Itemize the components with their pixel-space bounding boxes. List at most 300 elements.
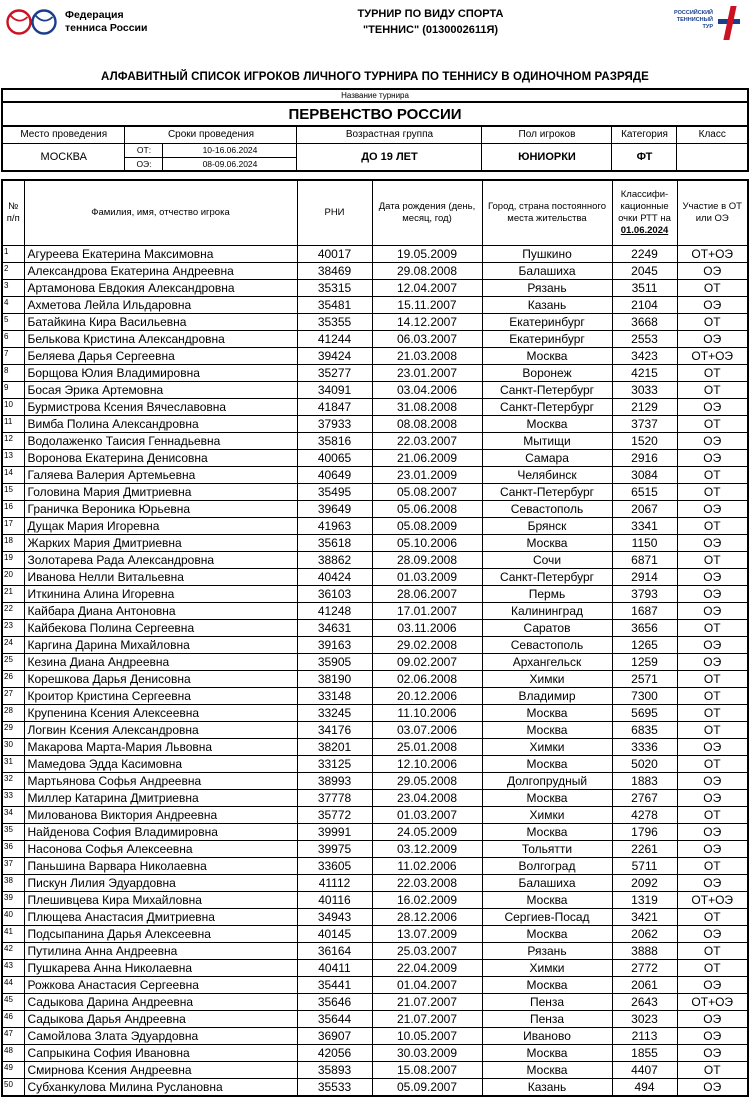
cell-num: 2 <box>2 263 24 280</box>
cell-city: Воронеж <box>482 365 612 382</box>
cell-participation: ОЭ <box>677 1045 748 1062</box>
cell-name: Белькова Кристина Александровна <box>24 331 297 348</box>
cell-participation: ОТ <box>677 552 748 569</box>
table-row <box>2 365 748 382</box>
cell-rni: 35893 <box>297 1062 372 1079</box>
cell-participation: ОТ <box>677 314 748 331</box>
cell-num: 9 <box>2 382 24 399</box>
cell-points: 1265 <box>612 637 677 654</box>
cell-city: Мытищи <box>482 433 612 450</box>
table-row <box>2 280 748 297</box>
cell-dob: 10.05.2007 <box>372 1028 482 1045</box>
cell-rni: 39975 <box>297 841 372 858</box>
cell-city: Севастополь <box>482 501 612 518</box>
table-row <box>2 467 748 484</box>
cell-num: 17 <box>2 518 24 535</box>
cell-name: Крупенина Ксения Алексеевна <box>24 705 297 722</box>
cell-num: 10 <box>2 399 24 416</box>
tournament-info-table <box>1 88 749 172</box>
cell-num: 28 <box>2 705 24 722</box>
cell-name: Борщова Юлия Владимировна <box>24 365 297 382</box>
cell-name: Артамонова Евдокия Александровна <box>24 280 297 297</box>
cell-num: 23 <box>2 620 24 637</box>
cell-rni: 42056 <box>297 1045 372 1062</box>
cell-city: Москва <box>482 1045 612 1062</box>
cell-name: Корешкова Дарья Денисовна <box>24 671 297 688</box>
cell-city: Пермь <box>482 586 612 603</box>
cell-rni: 35277 <box>297 365 372 382</box>
cell-rni: 39424 <box>297 348 372 365</box>
cell-rni: 35646 <box>297 994 372 1011</box>
cell-participation: ОЭ <box>677 433 748 450</box>
cell-name: Найденова София Владимировна <box>24 824 297 841</box>
header-gender: Пол игроков <box>482 126 612 143</box>
cell-dob: 19.05.2009 <box>372 246 482 263</box>
cell-name: Плющева Анастасия Дмитриевна <box>24 909 297 926</box>
cell-participation: ОТ <box>677 484 748 501</box>
cell-participation: ОТ+ОЭ <box>677 348 748 365</box>
federation-name-line2: тенниса России <box>65 22 147 35</box>
cell-num: 3 <box>2 280 24 297</box>
cell-points: 494 <box>612 1079 677 1097</box>
cell-dob: 24.05.2009 <box>372 824 482 841</box>
cell-points: 2916 <box>612 450 677 467</box>
cell-rni: 38190 <box>297 671 372 688</box>
cell-participation: ОТ <box>677 620 748 637</box>
cell-name: Воронова Екатерина Денисовна <box>24 450 297 467</box>
cell-name: Мамедова Эдда Касимовна <box>24 756 297 773</box>
cell-num: 46 <box>2 1011 24 1028</box>
cell-points: 3511 <box>612 280 677 297</box>
cell-rni: 36103 <box>297 586 372 603</box>
cell-rni: 40424 <box>297 569 372 586</box>
cell-points: 1319 <box>612 892 677 909</box>
table-row <box>2 314 748 331</box>
cell-name: Каргина Дарина Михайловна <box>24 637 297 654</box>
rtt-name-line3: ТУР <box>670 24 713 31</box>
cell-num: 20 <box>2 569 24 586</box>
table-row <box>2 620 748 637</box>
cell-city: Москва <box>482 790 612 807</box>
cell-points: 2767 <box>612 790 677 807</box>
cell-dob: 15.11.2007 <box>372 297 482 314</box>
table-row <box>2 263 748 280</box>
cell-participation: ОЭ <box>677 1011 748 1028</box>
col-header-city: Город, страна постоянного места жительства <box>482 180 612 246</box>
cell-num: 29 <box>2 722 24 739</box>
cell-dob: 03.07.2006 <box>372 722 482 739</box>
cell-city: Москва <box>482 348 612 365</box>
cell-dob: 17.01.2007 <box>372 603 482 620</box>
cell-dob: 01.03.2007 <box>372 807 482 824</box>
cell-city: Екатеринбург <box>482 331 612 348</box>
table-row <box>2 943 748 960</box>
cell-points: 7300 <box>612 688 677 705</box>
cell-name: Путилина Анна Андреевна <box>24 943 297 960</box>
cell-rni: 34176 <box>297 722 372 739</box>
cell-rni: 35618 <box>297 535 372 552</box>
cell-rni: 41847 <box>297 399 372 416</box>
cell-participation: ОТ <box>677 705 748 722</box>
cell-dob: 01.03.2009 <box>372 569 482 586</box>
table-row <box>2 569 748 586</box>
cell-num: 34 <box>2 807 24 824</box>
table-row <box>2 1028 748 1045</box>
cell-rni: 40649 <box>297 467 372 484</box>
cell-num: 36 <box>2 841 24 858</box>
cell-num: 44 <box>2 977 24 994</box>
cell-points: 2067 <box>612 501 677 518</box>
cell-rni: 35816 <box>297 433 372 450</box>
cell-num: 7 <box>2 348 24 365</box>
cell-num: 43 <box>2 960 24 977</box>
cell-num: 12 <box>2 433 24 450</box>
cell-participation: ОЭ <box>677 331 748 348</box>
cell-dob: 08.08.2008 <box>372 416 482 433</box>
cell-rni: 40065 <box>297 450 372 467</box>
cell-dob: 21.03.2008 <box>372 348 482 365</box>
cell-points: 2914 <box>612 569 677 586</box>
table-row <box>2 722 748 739</box>
cell-num: 11 <box>2 416 24 433</box>
table-row <box>2 807 748 824</box>
cell-participation: ОЭ <box>677 977 748 994</box>
cell-points: 1855 <box>612 1045 677 1062</box>
table-row <box>2 994 748 1011</box>
cell-participation: ОТ <box>677 722 748 739</box>
cell-name: Иткинина Алина Игоревна <box>24 586 297 603</box>
cell-points: 2045 <box>612 263 677 280</box>
cell-name: Мартьянова Софья Андреевна <box>24 773 297 790</box>
federation-logo-icon <box>6 4 60 40</box>
cell-city: Екатеринбург <box>482 314 612 331</box>
cell-name: Милованова Виктория Андреевна <box>24 807 297 824</box>
cell-city: Казань <box>482 1079 612 1097</box>
cell-rni: 40116 <box>297 892 372 909</box>
cell-num: 14 <box>2 467 24 484</box>
cell-city: Севастополь <box>482 637 612 654</box>
cell-num: 16 <box>2 501 24 518</box>
cell-participation: ОЭ <box>677 739 748 756</box>
cell-city: Владимир <box>482 688 612 705</box>
cell-name: Галяева Валерия Артемьевна <box>24 467 297 484</box>
page-title: АЛФАВИТНЫЙ СПИСОК ИГРОКОВ ЛИЧНОГО ТУРНИРА ПО ТЕННИСУ В ОДИНОЧНОМ РАЗРЯДЕ <box>0 71 750 83</box>
col-header-rni: РНИ <box>297 180 372 246</box>
table-row <box>2 858 748 875</box>
cell-name: Подсыпанина Дарья Алексеевна <box>24 926 297 943</box>
table-row <box>2 501 748 518</box>
cell-city: Москва <box>482 977 612 994</box>
cell-participation: ОТ <box>677 756 748 773</box>
cell-city: Казань <box>482 297 612 314</box>
cell-points: 3793 <box>612 586 677 603</box>
cell-rni: 35533 <box>297 1079 372 1097</box>
cell-name: Головина Мария Дмитриевна <box>24 484 297 501</box>
cell-city: Рязань <box>482 943 612 960</box>
table-row <box>2 705 748 722</box>
cell-dob: 05.10.2006 <box>372 535 482 552</box>
cell-participation: ОТ <box>677 280 748 297</box>
table-row <box>2 484 748 501</box>
cell-participation: ОТ <box>677 467 748 484</box>
cell-dob: 03.12.2009 <box>372 841 482 858</box>
cell-name: Дущак Мария Игоревна <box>24 518 297 535</box>
col-header-dob: Дата рождения (день, месяц, год) <box>372 180 482 246</box>
cell-points: 3421 <box>612 909 677 926</box>
cell-dob: 16.02.2009 <box>372 892 482 909</box>
cell-name: Вимба Полина Александровна <box>24 416 297 433</box>
table-row <box>2 348 748 365</box>
table-row <box>2 331 748 348</box>
cell-rni: 35315 <box>297 280 372 297</box>
col-header-points: Классифи-кационные очки РТТ на 01.06.2024 <box>612 180 677 246</box>
cell-points: 4215 <box>612 365 677 382</box>
cell-participation: ОТ <box>677 960 748 977</box>
rtt-name-line2: ТЕННИСНЫЙ <box>670 17 713 24</box>
cell-name: Садыкова Дарина Андреевна <box>24 994 297 1011</box>
cell-city: Архангельск <box>482 654 612 671</box>
header-venue: Место проведения <box>2 126 125 143</box>
cell-name: Босая Эрика Артемовна <box>24 382 297 399</box>
table-row <box>2 297 748 314</box>
table-row <box>2 552 748 569</box>
cell-name: Смирнова Ксения Андреевна <box>24 1062 297 1079</box>
page-header <box>0 0 750 58</box>
cell-points: 2643 <box>612 994 677 1011</box>
cell-dob: 03.04.2006 <box>372 382 482 399</box>
cell-city: Санкт-Петербург <box>482 382 612 399</box>
table-row <box>2 909 748 926</box>
age-group-value: ДО 19 ЛЕТ <box>297 143 482 171</box>
table-row <box>2 399 748 416</box>
cell-num: 49 <box>2 1062 24 1079</box>
cell-num: 6 <box>2 331 24 348</box>
cell-points: 3888 <box>612 943 677 960</box>
cell-num: 8 <box>2 365 24 382</box>
cell-rni: 41112 <box>297 875 372 892</box>
table-row <box>2 671 748 688</box>
cell-participation: ОЭ <box>677 297 748 314</box>
table-row <box>2 688 748 705</box>
cell-points: 3423 <box>612 348 677 365</box>
cell-city: Москва <box>482 756 612 773</box>
players-body <box>2 246 748 1097</box>
tournament-name-label: Название турнира <box>2 89 748 102</box>
cell-dob: 29.02.2008 <box>372 637 482 654</box>
cell-participation: ОЭ <box>677 501 748 518</box>
cell-dob: 28.06.2007 <box>372 586 482 603</box>
players-table <box>1 179 749 1097</box>
col-header-num: № п/п <box>2 180 24 246</box>
cell-rni: 39649 <box>297 501 372 518</box>
cell-city: Сочи <box>482 552 612 569</box>
cell-dob: 28.09.2008 <box>372 552 482 569</box>
cell-city: Тольятти <box>482 841 612 858</box>
cell-name: Плешивцева Кира Михайловна <box>24 892 297 909</box>
cell-dob: 22.04.2009 <box>372 960 482 977</box>
cell-participation: ОЭ <box>677 654 748 671</box>
cell-rni: 35441 <box>297 977 372 994</box>
cell-dob: 06.03.2007 <box>372 331 482 348</box>
tournament-header-title <box>191 4 670 39</box>
cell-name: Батайкина Кира Васильевна <box>24 314 297 331</box>
cell-points: 1520 <box>612 433 677 450</box>
table-row <box>2 586 748 603</box>
table-row <box>2 773 748 790</box>
cell-points: 3668 <box>612 314 677 331</box>
cell-points: 3341 <box>612 518 677 535</box>
table-row <box>2 416 748 433</box>
table-row <box>2 892 748 909</box>
cell-num: 50 <box>2 1079 24 1097</box>
cell-num: 33 <box>2 790 24 807</box>
cell-participation: ОТ <box>677 943 748 960</box>
cell-city: Брянск <box>482 518 612 535</box>
cell-num: 26 <box>2 671 24 688</box>
cell-rni: 39163 <box>297 637 372 654</box>
cell-city: Балашиха <box>482 875 612 892</box>
cell-num: 32 <box>2 773 24 790</box>
cell-dob: 30.03.2009 <box>372 1045 482 1062</box>
cell-participation: ОЭ <box>677 399 748 416</box>
cell-dob: 11.10.2006 <box>372 705 482 722</box>
cell-points: 5711 <box>612 858 677 875</box>
cell-participation: ОЭ <box>677 569 748 586</box>
cell-rni: 40411 <box>297 960 372 977</box>
cell-num: 5 <box>2 314 24 331</box>
cell-rni: 34943 <box>297 909 372 926</box>
cell-rni: 33148 <box>297 688 372 705</box>
table-row <box>2 841 748 858</box>
cell-points: 3084 <box>612 467 677 484</box>
cell-participation: ОТ+ОЭ <box>677 892 748 909</box>
cell-name: Садыкова Дарья Андреевна <box>24 1011 297 1028</box>
cell-participation: ОТ <box>677 858 748 875</box>
cell-points: 5695 <box>612 705 677 722</box>
cell-num: 41 <box>2 926 24 943</box>
cell-points: 2092 <box>612 875 677 892</box>
cell-city: Москва <box>482 892 612 909</box>
cell-name: Насонова Софья Алексеевна <box>24 841 297 858</box>
cell-dob: 21.06.2009 <box>372 450 482 467</box>
table-row <box>2 977 748 994</box>
table-row <box>2 654 748 671</box>
cell-participation: ОЭ <box>677 875 748 892</box>
cell-points: 2249 <box>612 246 677 263</box>
cell-num: 4 <box>2 297 24 314</box>
cell-points: 2113 <box>612 1028 677 1045</box>
cell-participation: ОТ <box>677 518 748 535</box>
cell-points: 1883 <box>612 773 677 790</box>
cell-dob: 20.12.2006 <box>372 688 482 705</box>
cell-participation: ОТ <box>677 382 748 399</box>
cell-rni: 41244 <box>297 331 372 348</box>
cell-points: 3656 <box>612 620 677 637</box>
cell-rni: 35644 <box>297 1011 372 1028</box>
date-label-oe: ОЭ: <box>125 158 163 170</box>
cell-num: 30 <box>2 739 24 756</box>
cell-dob: 14.12.2007 <box>372 314 482 331</box>
date-value-oe: 08-09.06.2024 <box>163 158 296 170</box>
cell-name: Рожкова Анастасия Сергеевна <box>24 977 297 994</box>
cell-city: Москва <box>482 824 612 841</box>
cell-dob: 29.08.2008 <box>372 263 482 280</box>
cell-rni: 37778 <box>297 790 372 807</box>
table-row <box>2 960 748 977</box>
cell-city: Волгоград <box>482 858 612 875</box>
table-row <box>2 824 748 841</box>
cell-dob: 25.01.2008 <box>372 739 482 756</box>
cell-num: 24 <box>2 637 24 654</box>
cell-points: 5020 <box>612 756 677 773</box>
rtt-name-line1: РОССИЙСКИЙ <box>670 10 713 17</box>
cell-rni: 35772 <box>297 807 372 824</box>
cell-points: 2772 <box>612 960 677 977</box>
cell-points: 1687 <box>612 603 677 620</box>
rtt-logo-icon <box>716 6 742 40</box>
cell-dob: 23.01.2007 <box>372 365 482 382</box>
cell-city: Химки <box>482 671 612 688</box>
cell-dob: 01.04.2007 <box>372 977 482 994</box>
table-row <box>2 756 748 773</box>
cell-rni: 34631 <box>297 620 372 637</box>
cell-points: 3336 <box>612 739 677 756</box>
cell-points: 1259 <box>612 654 677 671</box>
cell-dob: 05.09.2007 <box>372 1079 482 1097</box>
cell-num: 42 <box>2 943 24 960</box>
cell-city: Калининград <box>482 603 612 620</box>
cell-name: Водолаженко Таисия Геннадьевна <box>24 433 297 450</box>
cell-name: Жарких Мария Дмитриевна <box>24 535 297 552</box>
cell-name: Беляева Дарья Сергеевна <box>24 348 297 365</box>
cell-city: Санкт-Петербург <box>482 399 612 416</box>
cell-rni: 38993 <box>297 773 372 790</box>
table-row <box>2 739 748 756</box>
cell-city: Сергиев-Посад <box>482 909 612 926</box>
players-header-row <box>2 180 748 246</box>
cell-city: Пушкино <box>482 246 612 263</box>
cell-city: Рязань <box>482 280 612 297</box>
cell-city: Москва <box>482 926 612 943</box>
header-dates: Сроки проведения <box>125 126 297 143</box>
cell-rni: 34091 <box>297 382 372 399</box>
cell-num: 48 <box>2 1045 24 1062</box>
cell-num: 22 <box>2 603 24 620</box>
cell-dob: 23.04.2008 <box>372 790 482 807</box>
cell-points: 3033 <box>612 382 677 399</box>
cell-points: 4407 <box>612 1062 677 1079</box>
cell-dob: 25.03.2007 <box>372 943 482 960</box>
cell-name: Кайбекова Полина Сергеевна <box>24 620 297 637</box>
table-row <box>2 1062 748 1079</box>
cell-participation: ОТ+ОЭ <box>677 994 748 1011</box>
col-header-participation: Участие в ОТ или ОЭ <box>677 180 748 246</box>
cell-city: Москва <box>482 705 612 722</box>
cell-participation: ОТ <box>677 365 748 382</box>
cell-dob: 22.03.2007 <box>372 433 482 450</box>
cell-points: 3737 <box>612 416 677 433</box>
cell-participation: ОЭ <box>677 586 748 603</box>
gender-value: ЮНИОРКИ <box>482 143 612 171</box>
cell-rni: 35905 <box>297 654 372 671</box>
cell-name: Паньшина Варвара Николаевна <box>24 858 297 875</box>
cell-city: Пенза <box>482 994 612 1011</box>
cell-num: 40 <box>2 909 24 926</box>
cell-num: 47 <box>2 1028 24 1045</box>
date-value-ot: 10-16.06.2024 <box>163 144 296 157</box>
cell-num: 39 <box>2 892 24 909</box>
cell-participation: ОЭ <box>677 1079 748 1097</box>
